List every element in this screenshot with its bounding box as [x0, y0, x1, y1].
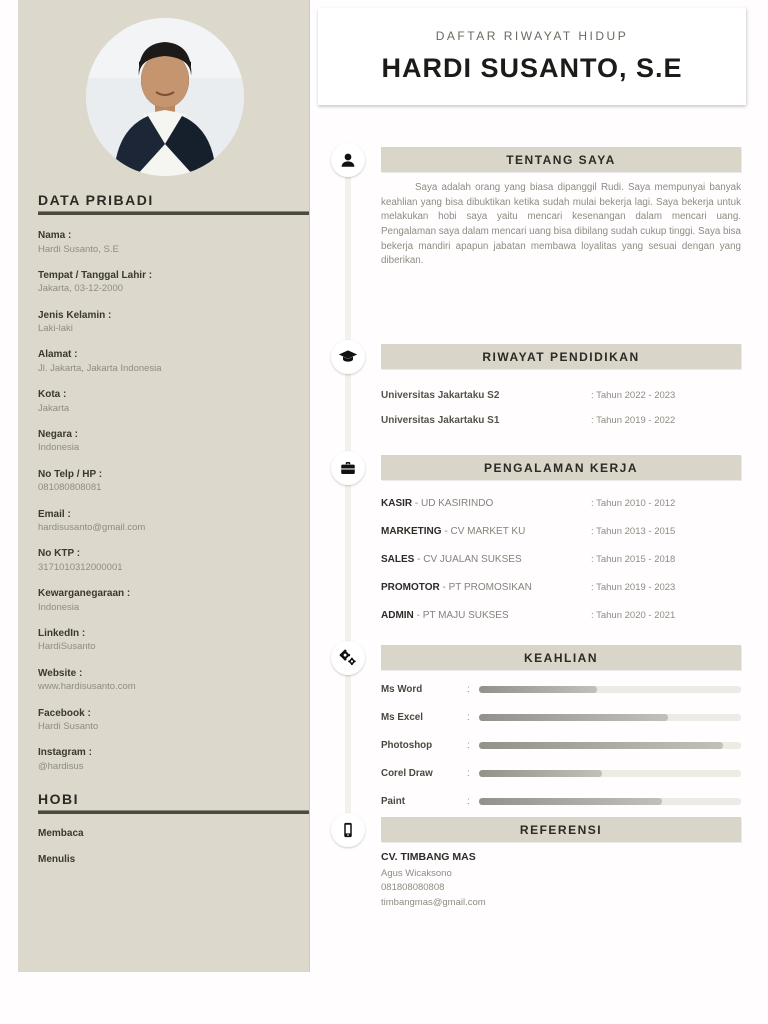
personal-field — [38, 746, 291, 773]
field-label: Facebook : — [38, 707, 91, 719]
field-label: Website : — [38, 667, 83, 679]
experience-title: PENGALAMAN KERJA — [483, 460, 638, 475]
skill-separator: : — [467, 768, 470, 779]
skill-row — [381, 712, 741, 723]
personal-fields — [38, 229, 291, 773]
position-company-joiner: - — [444, 526, 448, 537]
reference-block — [381, 851, 741, 910]
field-value: @hardisus — [38, 760, 84, 772]
skill-name: Ms Word — [381, 684, 423, 695]
skill-separator: : — [467, 796, 470, 807]
skill-row — [381, 768, 741, 779]
skill-bar-fill — [479, 742, 723, 749]
field-value: Jl. Jakarta, Jakarta Indonesia — [38, 362, 162, 374]
header-card — [318, 8, 746, 105]
skill-bar-track — [479, 714, 741, 721]
field-label: No KTP : — [38, 548, 81, 560]
field-value: Jakarta, 03-12-2000 — [38, 283, 124, 295]
field-label: Kewarganegaraan : — [38, 588, 131, 600]
education-row — [381, 390, 743, 401]
field-value: HardiSusanto — [38, 641, 96, 653]
education-rows — [381, 390, 743, 440]
education-row — [381, 415, 743, 426]
field-value: Indonesia — [38, 442, 80, 454]
skill-name: Paint — [381, 796, 405, 807]
graduation-cap-icon — [331, 340, 365, 374]
skill-name: Corel Draw — [381, 768, 433, 779]
field-value: 3171010312000001 — [38, 561, 123, 573]
gears-icon — [331, 641, 365, 675]
personal-field — [38, 309, 291, 336]
briefcase-icon — [331, 451, 365, 485]
skill-bar-fill — [479, 770, 602, 777]
hobby-list — [38, 828, 291, 865]
field-value: www.hardisusanto.com — [38, 681, 136, 693]
field-label: Alamat : — [38, 349, 78, 361]
personal-field — [38, 707, 291, 734]
experience-section-header — [381, 455, 741, 480]
portrait-illustration — [86, 18, 244, 176]
personal-field — [38, 428, 291, 455]
skill-bar-track — [479, 742, 741, 749]
profile-photo — [86, 18, 244, 176]
skill-separator: : — [467, 740, 470, 751]
skill-bar-track — [479, 798, 741, 805]
personal-field — [38, 229, 291, 256]
skill-bar-track — [479, 686, 741, 693]
skills-title: KEAHLIAN — [524, 650, 598, 665]
experience-row — [381, 554, 743, 565]
skill-bar-track — [479, 770, 741, 777]
personal-field — [38, 269, 291, 296]
position-company-joiner: - — [414, 498, 419, 509]
skill-bar-fill — [479, 798, 662, 805]
hobby-item: Menulis — [38, 854, 76, 866]
field-value: Laki-laki — [38, 323, 73, 335]
education-section-header — [381, 344, 741, 369]
personal-field — [38, 587, 291, 614]
field-label: Kota : — [38, 389, 67, 401]
hobby-heading: HOBI — [38, 791, 79, 808]
hobby-item: Membaca — [38, 828, 84, 840]
job-position: MARKETING — [381, 526, 442, 537]
position-company-joiner: - — [442, 582, 446, 593]
position-company-joiner: - — [416, 610, 420, 621]
reference-company: CV. TIMBANG MAS — [381, 851, 476, 863]
person-name: HARDI SUSANTO, S.E — [381, 53, 683, 83]
company-name: CV MARKET KU — [450, 526, 526, 537]
personal-field — [38, 508, 291, 535]
about-section-header — [381, 147, 741, 172]
document-title: DAFTAR RIWAYAT HIDUP — [435, 29, 629, 43]
skill-name: Ms Excel — [381, 712, 423, 723]
personal-field — [38, 547, 291, 574]
field-label: LinkedIn : — [38, 627, 86, 639]
skill-bar-fill — [479, 686, 597, 693]
field-value: Indonesia — [38, 601, 80, 613]
experience-period: : Tahun 2010 - 2012 — [591, 498, 676, 509]
hobby-section — [38, 791, 291, 865]
field-label: Negara : — [38, 428, 79, 440]
skill-row — [381, 740, 741, 751]
skill-separator: : — [467, 712, 470, 723]
field-value: Jakarta — [38, 402, 70, 414]
personal-field — [38, 627, 291, 654]
company-name: PT PROMOSIKAN — [448, 582, 532, 593]
company-name: PT MAJU SUKSES — [422, 610, 509, 621]
personal-field — [38, 468, 291, 495]
personal-field — [38, 667, 291, 694]
position-company-joiner: - — [417, 554, 421, 565]
personal-data-heading: DATA PRIBADI — [38, 192, 154, 208]
personal-field — [38, 348, 291, 375]
field-value: Hardi Susanto — [38, 721, 99, 733]
heading-rule — [38, 211, 309, 215]
school-name: Universitas Jakartaku S1 — [381, 415, 500, 426]
experience-period: : Tahun 2020 - 2021 — [591, 610, 676, 621]
hobby-rule — [38, 810, 309, 814]
education-title: RIWAYAT PENDIDIKAN — [482, 349, 640, 364]
experience-period: : Tahun 2013 - 2015 — [591, 526, 676, 537]
skill-bar-fill — [479, 714, 668, 721]
skill-name: Photoshop — [381, 740, 433, 751]
reference-person: Agus Wicaksono — [381, 868, 452, 879]
phone-icon — [331, 813, 365, 847]
field-label: Jenis Kelamin : — [38, 309, 112, 321]
person-icon — [331, 143, 365, 177]
job-position: ADMIN — [381, 610, 414, 621]
reference-title: REFERENSI — [519, 822, 603, 837]
job-position: PROMOTOR — [381, 582, 440, 593]
field-label: No Telp / HP : — [38, 468, 103, 480]
reference-email: timbangmas@gmail.com — [381, 896, 486, 908]
experience-row — [381, 498, 743, 509]
reference-phone: 081808080808 — [381, 882, 445, 894]
experience-row — [381, 582, 743, 593]
education-period: : Tahun 2022 - 2023 — [591, 390, 676, 401]
job-position: SALES — [381, 554, 415, 565]
field-label: Nama : — [38, 230, 72, 241]
personal-field — [38, 388, 291, 415]
education-period: : Tahun 2019 - 2022 — [591, 415, 676, 426]
reference-section-header — [381, 817, 741, 842]
company-name: UD KASIRINDO — [421, 498, 494, 509]
field-value: 081080808081 — [38, 482, 102, 494]
field-value: hardisusanto@gmail.com — [38, 522, 146, 534]
experience-period: : Tahun 2019 - 2023 — [591, 582, 676, 593]
skills-section-header — [381, 645, 741, 670]
timeline-line — [345, 160, 351, 836]
skill-row — [381, 796, 741, 807]
experience-row — [381, 610, 743, 621]
experience-period: : Tahun 2015 - 2018 — [591, 554, 676, 565]
about-title: TENTANG SAYA — [506, 152, 616, 167]
about-body: Saya adalah orang yang biasa dipanggil Rudi. Saya mempunyai banyak keahlian yang bisa dibuktikan ketika sudah mulai bekerja lagi. Saya bekerja untuk melakukan hobi saya yaitu mencari kesenangan dalam mencari uang. Pengalaman saya dalam mencari uang bisa dibilang sudah cukup tinggi. Saya bisa bekerja mandiri apapun jabatan membawa loyalitas yang sesuai dengan yang diberikan. — [381, 182, 741, 267]
experience-row — [381, 526, 743, 537]
field-value: Hardi Susanto, S.E — [38, 243, 119, 255]
field-label: Tempat / Tanggal Lahir : — [38, 269, 153, 281]
company-name: CV JUALAN SUKSES — [423, 554, 522, 565]
skill-row — [381, 684, 741, 695]
field-label: Instagram : — [38, 747, 92, 759]
field-label: Email : — [38, 508, 71, 520]
experience-rows — [381, 498, 743, 638]
skill-separator: : — [467, 684, 470, 695]
sidebar — [18, 0, 310, 972]
skill-rows — [381, 684, 741, 824]
school-name: Universitas Jakartaku S2 — [381, 390, 500, 401]
job-position: KASIR — [381, 498, 413, 509]
